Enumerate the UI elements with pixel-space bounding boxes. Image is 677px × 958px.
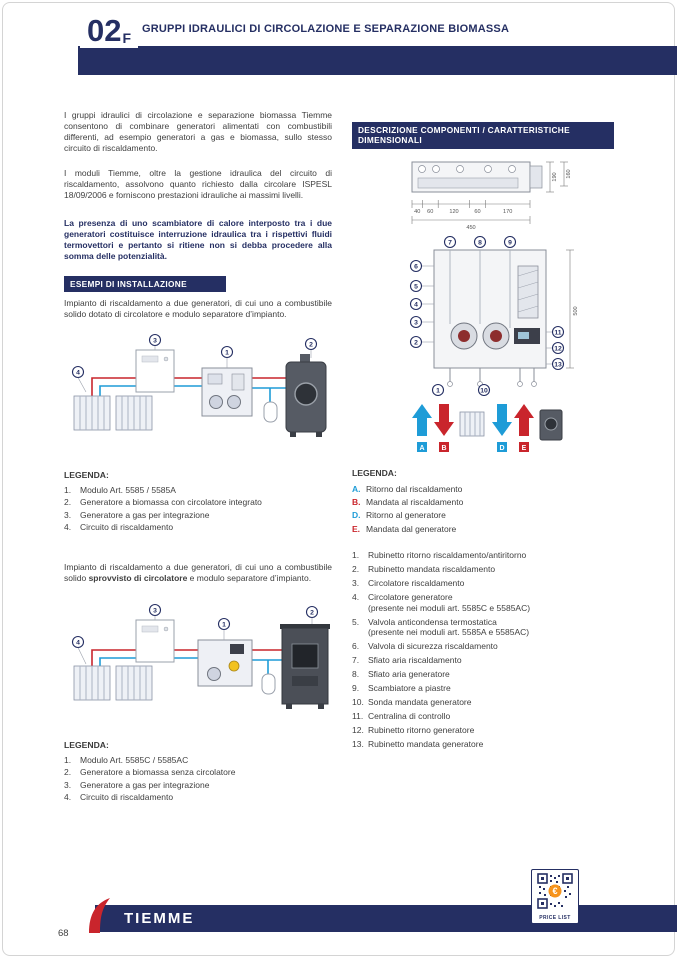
component-item	[352, 564, 622, 575]
svg-text:13: 13	[554, 361, 562, 369]
svg-text:5: 5	[414, 283, 418, 291]
drawing-callout-5	[411, 281, 422, 292]
intro-paragraph-1: I gruppi idraulici di circolazione e separazione biomassa Tiemme consentono di combinare generatori alimentati con combustibili differenti, ad esempio generatori a gas e biomassa, sullo stesso circuito di riscaldamento.	[64, 110, 332, 154]
list-item	[64, 497, 332, 508]
svg-text:190: 190	[552, 172, 558, 182]
legend2-list	[64, 755, 332, 805]
list-item	[64, 522, 332, 533]
list-item	[64, 780, 332, 791]
letter-label: Ritorno al generatore	[366, 510, 446, 521]
drawing-callout-8	[475, 237, 486, 248]
svg-text:9: 9	[508, 239, 512, 247]
item-text: Generatore a gas per integrazione	[80, 509, 210, 520]
drawing-callout-3	[411, 317, 422, 328]
item-number: 10.	[352, 697, 364, 708]
pump-icon	[483, 323, 509, 349]
item-label: Circolatore riscaldamento	[368, 578, 465, 589]
item-label: Rubinetto mandata generatore	[368, 739, 484, 750]
svg-text:1: 1	[436, 387, 440, 395]
gas-boiler-icon	[136, 350, 174, 392]
desc-pre: Impianto di riscaldamento a due generatori, di cui uno a combustibile solido	[64, 562, 332, 584]
item-text	[368, 655, 622, 666]
drawing-callout-12	[553, 343, 564, 354]
letter-item	[352, 524, 622, 534]
item-number: 9.	[352, 683, 360, 694]
component-item	[352, 578, 622, 589]
item-text: Modulo Art. 5585C / 5585AC	[80, 755, 189, 765]
generator-icon	[540, 410, 562, 440]
drawing-callout-4	[411, 299, 422, 310]
item-label: Rubinetto ritorno generatore	[368, 725, 475, 736]
item-text	[368, 578, 622, 589]
letter-item	[352, 497, 622, 507]
brand-logo: TIEMME	[124, 910, 195, 927]
svg-text:7: 7	[448, 239, 452, 247]
item-text: Circuito di riscaldamento	[80, 522, 174, 533]
control-unit-icon	[514, 328, 540, 344]
item-text	[368, 564, 622, 575]
drawing-callout-13	[553, 359, 564, 370]
item-number: 11.	[352, 711, 364, 722]
item-number: 8.	[352, 669, 360, 680]
drawing-callout-7	[445, 237, 456, 248]
section-header-esempi: ESEMPI DI INSTALLAZIONE	[64, 276, 226, 292]
item-number: 4.	[64, 792, 72, 803]
arrow-down-red-icon	[434, 404, 454, 436]
desc-post: e modulo separatore d’impianto.	[187, 573, 312, 584]
item-number: 12.	[352, 725, 364, 736]
letter-key: E.	[352, 523, 361, 534]
item-number: 1.	[64, 485, 72, 495]
item-number: 2.	[352, 564, 360, 575]
front-view-drawing	[392, 236, 584, 396]
svg-text:170: 170	[503, 209, 513, 215]
expansion-vessel-icon	[262, 674, 275, 694]
svg-text:11: 11	[554, 329, 562, 337]
arrow-label-d	[497, 442, 507, 452]
expansion-vessel-icon	[264, 402, 277, 422]
header-bar	[78, 46, 677, 75]
component-item	[352, 739, 622, 750]
item-text	[368, 641, 622, 652]
section-suffix: F	[122, 30, 132, 46]
diagram-callout-4	[73, 367, 84, 378]
biomass-boiler-icon	[280, 624, 330, 709]
component-item	[352, 711, 622, 722]
installation-diagram-1	[64, 332, 332, 462]
install2-description	[64, 562, 332, 584]
svg-text:500: 500	[573, 306, 579, 316]
diagram-callout-2	[306, 339, 317, 350]
item-number: 3.	[64, 509, 72, 520]
item-text: Modulo Art. 5585 / 5585A	[80, 485, 176, 495]
svg-text:450: 450	[466, 225, 476, 231]
drawing-callout-2	[411, 337, 422, 348]
item-text	[368, 739, 622, 750]
diagram-callout-2	[307, 607, 318, 618]
svg-text:A: A	[419, 444, 425, 452]
brand-swoosh-icon	[86, 898, 112, 934]
svg-text:4: 4	[414, 301, 418, 309]
pump-icon	[451, 323, 477, 349]
module-front-view	[434, 250, 546, 387]
install1-description: Impianto di riscaldamento a due generatori, di cui uno a combustibile solido dotato di circolatore e modulo separatore d’impianto.	[64, 298, 332, 320]
legend1-title: LEGENDA:	[64, 470, 109, 480]
legend1-list	[64, 485, 332, 535]
item-label: Sfiato aria riscaldamento	[368, 655, 462, 666]
svg-text:160: 160	[566, 169, 572, 179]
biomass-stove-icon	[286, 354, 326, 437]
desc-bold: sprovvisto di circolatore	[88, 573, 188, 584]
component-item	[352, 669, 622, 680]
heat-exchanger-icon	[518, 266, 538, 318]
item-label: Rubinetto mandata riscaldamento	[368, 564, 496, 575]
price-list-qr-box	[531, 869, 579, 924]
item-number: 3.	[64, 779, 72, 790]
svg-text:10: 10	[480, 387, 488, 395]
item-text: Generatore a gas per integrazione	[80, 779, 210, 790]
intro-paragraph-highlight: La presenza di uno scambiatore di calore interposto tra i due generatori costituisce interruzione idraulica tra i rispettivi fluidi termovettori e pertanto si ritiene non si debba procedere alla somma delle potenzialità.	[64, 218, 332, 262]
letter-label: Ritorno dal riscaldamento	[366, 484, 463, 494]
radiator-icon	[116, 666, 152, 700]
letter-key: D.	[352, 510, 361, 521]
item-number: 2.	[64, 497, 72, 508]
item-label: Valvola anticondensa termostatica	[368, 616, 497, 627]
drawing-callout-1	[433, 385, 444, 396]
svg-text:3: 3	[153, 337, 157, 345]
item-text	[368, 592, 622, 613]
qr-code-icon	[535, 873, 575, 909]
item-number: 3.	[352, 578, 360, 589]
diagram-callout-4	[73, 637, 84, 648]
svg-text:60: 60	[427, 209, 434, 215]
svg-text:D: D	[499, 444, 505, 452]
item-label: Rubinetto ritorno riscaldamento/antiritorno	[368, 550, 527, 560]
item-text	[368, 725, 622, 736]
item-text	[368, 550, 622, 561]
radiator-icon	[116, 396, 152, 430]
item-text	[368, 711, 622, 722]
svg-text:2: 2	[414, 339, 418, 347]
svg-text:8: 8	[478, 239, 482, 247]
svg-text:2: 2	[309, 341, 313, 349]
letter-key: A.	[352, 484, 361, 494]
item-label: Sonda mandata generatore	[368, 697, 472, 708]
list-item	[64, 755, 332, 766]
item-text	[368, 683, 622, 694]
item-number: 1.	[352, 550, 360, 560]
component-item	[352, 655, 622, 666]
letter-item	[352, 510, 622, 520]
section-number: 02	[86, 13, 122, 48]
drawing-callout-6	[411, 261, 422, 272]
item-label: Sfiato aria generatore	[368, 669, 450, 680]
component-item	[352, 641, 622, 652]
drawing-callout-11	[553, 327, 564, 338]
component-item	[352, 683, 622, 694]
dimension-height	[566, 250, 579, 368]
arrow-up-red-icon	[514, 404, 534, 436]
radiator-icon	[460, 412, 484, 436]
svg-text:12: 12	[554, 345, 562, 353]
item-text: Generatore a biomassa senza circolatore	[80, 767, 236, 778]
svg-text:40: 40	[414, 209, 421, 215]
svg-text:1: 1	[222, 621, 226, 629]
diagram-callout-3	[150, 335, 161, 346]
letter-item	[352, 484, 622, 494]
component-item	[352, 725, 622, 736]
svg-text:120: 120	[449, 209, 459, 215]
letter-key: B.	[352, 497, 361, 508]
arrow-label-e	[519, 442, 529, 452]
svg-text:60: 60	[474, 209, 481, 215]
intro-paragraph-2: I moduli Tiemme, oltre la gestione idraulica del circuito di riscaldamento, assolvono quanto richiesto dalla circolare ISPESL 18/09/2006 e forniscono prestazioni idrauliche ai massimi livelli.	[64, 168, 332, 201]
letter-label: Mandata al riscaldamento	[366, 497, 464, 508]
radiator-icon	[74, 396, 110, 430]
drawing-callout-9	[505, 237, 516, 248]
item-label: Scambiatore a piastre	[368, 683, 451, 694]
item-number: 7.	[352, 655, 360, 666]
component-item	[352, 592, 622, 613]
item-text	[368, 697, 622, 708]
item-number: 4.	[64, 522, 72, 533]
item-text	[368, 669, 622, 680]
section-number-box	[80, 6, 138, 48]
price-list-label: PRICE LIST	[539, 915, 571, 921]
item-text: Generatore a biomassa con circolatore integrato	[80, 497, 262, 508]
item-text	[368, 617, 622, 638]
item-number: 2.	[64, 767, 72, 778]
diagram-callout-1	[219, 619, 230, 630]
svg-text:1: 1	[225, 349, 229, 357]
item-note: (presente nei moduli art. 5585A e 5585AC)	[368, 627, 530, 638]
euro-icon: €	[552, 886, 558, 897]
svg-text:2: 2	[310, 609, 314, 617]
top-view-drawing	[398, 154, 580, 236]
item-number: 1.	[64, 755, 72, 765]
list-item	[64, 485, 332, 496]
section-header-descrizione: DESCRIZIONE COMPONENTI / CARATTERISTICHE DIMENSIONALI	[352, 122, 614, 149]
list-item	[64, 767, 332, 778]
item-label: Centralina di controllo	[368, 711, 451, 722]
arrow-up-blue-icon	[412, 404, 432, 436]
component-item	[352, 697, 622, 708]
item-label: Valvola di sicurezza riscaldamento	[368, 641, 498, 652]
item-label: Circolatore generatore	[368, 592, 453, 603]
flow-letters-legend	[352, 484, 622, 537]
radiator-icon	[74, 666, 110, 700]
item-text: Circuito di riscaldamento	[80, 792, 174, 803]
flow-arrows-graphic	[406, 402, 568, 456]
gas-boiler-icon	[136, 620, 174, 662]
installation-diagram-2	[64, 602, 332, 732]
svg-text:E: E	[521, 444, 527, 452]
list-item	[64, 510, 332, 521]
letter-label: Mandata dal generatore	[366, 523, 457, 534]
module-top-view	[412, 162, 542, 192]
arrow-down-blue-icon	[492, 404, 512, 436]
arrow-label-a	[417, 442, 427, 452]
item-number: 5.	[352, 616, 360, 627]
arrow-label-b	[439, 442, 449, 452]
page-title: GRUPPI IDRAULICI DI CIRCOLAZIONE E SEPARAZIONE BIOMASSA	[142, 23, 510, 35]
diagram-callout-3	[150, 605, 161, 616]
legend2-title: LEGENDA:	[64, 740, 109, 750]
diagram-callout-1	[222, 347, 233, 358]
item-number: 13.	[352, 739, 364, 750]
component-item	[352, 550, 622, 561]
component-item	[352, 617, 622, 638]
components-legend-title: LEGENDA:	[352, 468, 397, 478]
svg-text:4: 4	[76, 369, 80, 377]
svg-text:6: 6	[414, 263, 418, 271]
svg-text:4: 4	[76, 639, 80, 647]
item-note: (presente nei moduli art. 5585C e 5585AC)	[368, 602, 531, 613]
drawing-callout-10	[479, 385, 490, 396]
svg-text:B: B	[441, 444, 447, 452]
page-number: 68	[58, 928, 69, 939]
item-number: 4.	[352, 592, 360, 603]
svg-text:3: 3	[153, 607, 157, 615]
item-number: 6.	[352, 641, 360, 652]
separation-module-icon	[202, 368, 252, 416]
svg-text:3: 3	[414, 319, 418, 327]
list-item	[64, 792, 332, 803]
components-list	[352, 550, 622, 753]
separation-module-icon	[198, 640, 252, 686]
